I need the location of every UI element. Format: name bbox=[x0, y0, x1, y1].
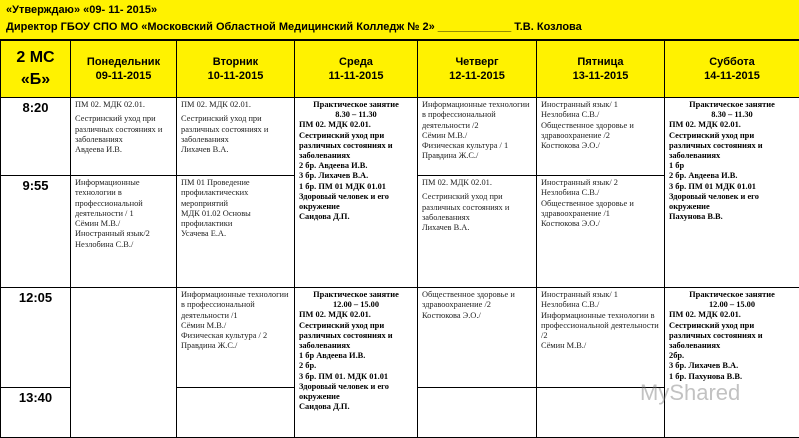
cell-line: Авдеева И.В. bbox=[75, 145, 172, 155]
cell-line: Информационные технологии в профессиональной деятельности /2 bbox=[422, 100, 532, 131]
day-date: 12-11-2015 bbox=[418, 69, 536, 83]
cell-line: ПМ 02. МДК 02.01. bbox=[181, 100, 290, 110]
cell-line: Сестринский уход при различных состояниях и заболеваниях bbox=[669, 321, 795, 352]
cell-thu-4 bbox=[418, 388, 537, 438]
cell-line: ПМ 02. МДК 02.01. bbox=[669, 310, 795, 320]
cell-fri-1 bbox=[537, 98, 665, 176]
schedule-table bbox=[0, 40, 799, 438]
cell-line: Костюкова Э.О./ bbox=[422, 311, 532, 321]
day-header-thursday bbox=[418, 41, 537, 98]
cell-line: 3 бр. ПМ 01. МДК 01.01 bbox=[299, 372, 413, 382]
cell-line: Информационные технологии в профессиональной деятельности /2 bbox=[541, 311, 660, 342]
time-cell bbox=[1, 288, 71, 388]
cell-line: Сёмин М.В./ bbox=[75, 219, 172, 229]
cell-line: Практическое занятие bbox=[299, 100, 413, 110]
cell-line: Костюкова Э.О./ bbox=[541, 141, 660, 151]
cell-fri-3 bbox=[537, 288, 665, 388]
day-name: Суббота bbox=[665, 55, 799, 69]
day-header-friday bbox=[537, 41, 665, 98]
cell-line: Лихачев В.А. bbox=[181, 145, 290, 155]
watermark: MyShared bbox=[640, 380, 740, 406]
cell-line: Саидова Д.П. bbox=[299, 212, 413, 222]
time-cell bbox=[1, 176, 71, 288]
cell-line: Физическая культура / 2 bbox=[181, 331, 290, 341]
cell-line: 8.30 – 11.30 bbox=[669, 110, 795, 120]
cell-line: 3 бр. Лихачев В.А. bbox=[669, 361, 795, 371]
approval-header bbox=[0, 0, 799, 40]
time-cell bbox=[1, 388, 71, 438]
cell-line: Костюкова Э.О./ bbox=[541, 219, 660, 229]
cell-thu-1 bbox=[418, 98, 537, 176]
cell-line: МДК 01.02 Основы профилактики bbox=[181, 209, 290, 230]
cell-line: Сестринский уход при различных состояниях и заболеваниях bbox=[299, 131, 413, 162]
day-date: 10-11-2015 bbox=[177, 69, 294, 83]
time-label: 9:55 bbox=[1, 176, 70, 193]
cell-line: 8.30 – 11.30 bbox=[299, 110, 413, 120]
cell-tue-2 bbox=[177, 176, 295, 288]
day-date: 11-11-2015 bbox=[295, 69, 417, 83]
day-date: 14-11-2015 bbox=[665, 69, 799, 83]
cell-line: 1 бр Авдеева И.В. bbox=[299, 351, 413, 361]
cell-line: Лихачев В.А. bbox=[422, 223, 532, 233]
cell-sat-afternoon bbox=[665, 288, 799, 438]
cell-line: Иностранный язык/ 1 bbox=[541, 100, 660, 110]
director-line: Директор ГБОУ СПО МО «Московский Областной Медицинский Колледж № 2» ____________ Т.В. Козлова bbox=[6, 19, 793, 36]
cell-line: Информационные технологии в профессиональной деятельности / 1 bbox=[75, 178, 172, 219]
cell-line: Незлобина С.В./ bbox=[541, 188, 660, 198]
cell-line: 1 бр. ПМ 01 МДК 01.01 Здоровый человек и его окружение bbox=[299, 182, 413, 213]
cell-line: ПМ 02. МДК 02.01. bbox=[422, 178, 532, 188]
cell-line: Информационные технологии в профессиональной деятельности /1 bbox=[181, 290, 290, 321]
cell-line: Сёмин М.В./ bbox=[422, 131, 532, 141]
cell-line: Общественное здоровье и здравоохранение /2 bbox=[422, 290, 532, 311]
cell-line: Саидова Д.П. bbox=[299, 402, 413, 412]
cell-line: 2 бр. bbox=[299, 361, 413, 371]
cell-line: Здоровый человек и его окружение bbox=[669, 192, 795, 212]
day-header-wednesday bbox=[295, 41, 418, 98]
cell-line: 3 бр. Лихачев В.А. bbox=[299, 171, 413, 181]
day-name: Понедельник bbox=[71, 55, 176, 69]
cell-line: Пахунова В.В. bbox=[669, 212, 795, 222]
group-line2: «Б» bbox=[1, 69, 70, 91]
cell-line: Незлобина С.В./ bbox=[541, 110, 660, 120]
time-label: 8:20 bbox=[1, 98, 70, 115]
cell-line: Незлобина С.В./ bbox=[75, 240, 172, 250]
cell-tue-1 bbox=[177, 98, 295, 176]
day-name: Четверг bbox=[418, 55, 536, 69]
cell-mon-1 bbox=[71, 98, 177, 176]
day-date: 09-11-2015 bbox=[71, 69, 176, 83]
row-pair-3 bbox=[1, 288, 799, 388]
cell-line: Практическое занятие bbox=[669, 100, 795, 110]
cell-line: Практическое занятие bbox=[299, 290, 413, 300]
day-header-saturday bbox=[665, 41, 799, 98]
cell-wed-afternoon bbox=[295, 288, 418, 438]
cell-line: 3 бр. ПМ 01 МДК 01.01 bbox=[669, 182, 795, 192]
cell-line: Сёмин М.В./ bbox=[541, 341, 660, 351]
day-name: Среда bbox=[295, 55, 417, 69]
cell-line: Сестринский уход при различных состояниях и заболеваниях bbox=[181, 114, 290, 145]
time-label: 12:05 bbox=[1, 288, 70, 305]
cell-line: Иностранный язык/ 1 bbox=[541, 290, 660, 300]
cell-line: Сестринский уход при различных состояниях и заболеваниях bbox=[669, 131, 795, 162]
day-name: Пятница bbox=[537, 55, 664, 69]
cell-line: Общественное здоровье и здравоохранение /1 bbox=[541, 199, 660, 220]
cell-line: Усачева Е.А. bbox=[181, 229, 290, 239]
cell-mon-3 bbox=[71, 288, 177, 438]
cell-line: 1 бр bbox=[669, 161, 795, 171]
day-header-monday bbox=[71, 41, 177, 98]
cell-line: Иностранный язык/2 bbox=[75, 229, 172, 239]
time-label: 13:40 bbox=[1, 388, 70, 405]
cell-line: Иностранный язык/ 2 bbox=[541, 178, 660, 188]
cell-line: 2 бр. Авдеева И.В. bbox=[299, 161, 413, 171]
cell-line: 12.00 – 15.00 bbox=[299, 300, 413, 310]
group-cell bbox=[1, 41, 71, 98]
cell-line: Сестринский уход при различных состояниях и заболеваниях bbox=[299, 321, 413, 352]
cell-wed-morning bbox=[295, 98, 418, 288]
day-date: 13-11-2015 bbox=[537, 69, 664, 83]
cell-thu-3 bbox=[418, 288, 537, 388]
cell-line: 2бр. bbox=[669, 351, 795, 361]
cell-line: ПМ 02. МДК 02.01. bbox=[75, 100, 172, 110]
cell-line: Сестринский уход при различных состояниях и заболеваниях bbox=[422, 192, 532, 223]
cell-line: Правдина Ж.С./ bbox=[181, 341, 290, 351]
cell-tue-3 bbox=[177, 288, 295, 388]
cell-line: Общественное здоровье и здравоохранение /2 bbox=[541, 121, 660, 142]
cell-fri-2 bbox=[537, 176, 665, 288]
day-name: Вторник bbox=[177, 55, 294, 69]
cell-line: 12.00 – 15.00 bbox=[669, 300, 795, 310]
cell-line: Физическая культура / 1 bbox=[422, 141, 532, 151]
cell-line: 2 бр. Авдеева И.В. bbox=[669, 171, 795, 181]
cell-sat-morning bbox=[665, 98, 799, 288]
day-header-tuesday bbox=[177, 41, 295, 98]
group-line1: 2 МС bbox=[1, 47, 70, 69]
time-cell bbox=[1, 98, 71, 176]
cell-line: 1 бр. Пахунова В.В. bbox=[669, 372, 795, 382]
cell-line: ПМ 02. МДК 02.01. bbox=[299, 310, 413, 320]
cell-line: ПМ 02. МДК 02.01. bbox=[299, 120, 413, 130]
cell-mon-2 bbox=[71, 176, 177, 288]
header-row bbox=[1, 41, 799, 98]
cell-line: Правдина Ж.С./ bbox=[422, 151, 532, 161]
cell-line: Сестринский уход при различных состояниях и заболеваниях bbox=[75, 114, 172, 145]
cell-line: ПМ 02. МДК 02.01. bbox=[669, 120, 795, 130]
cell-line: ПМ 01 Проведение профилактических мероприятий bbox=[181, 178, 290, 209]
cell-thu-2 bbox=[418, 176, 537, 288]
row-pair-1 bbox=[1, 98, 799, 176]
cell-line: Здоровый человек и его окружение bbox=[299, 382, 413, 402]
cell-line: Сёмин М.В./ bbox=[181, 321, 290, 331]
approve-line: «Утверждаю» «09- 11- 2015» bbox=[6, 2, 793, 19]
cell-line: Незлобина С.В./ bbox=[541, 300, 660, 310]
cell-line: Практическое занятие bbox=[669, 290, 795, 300]
cell-tue-4 bbox=[177, 388, 295, 438]
